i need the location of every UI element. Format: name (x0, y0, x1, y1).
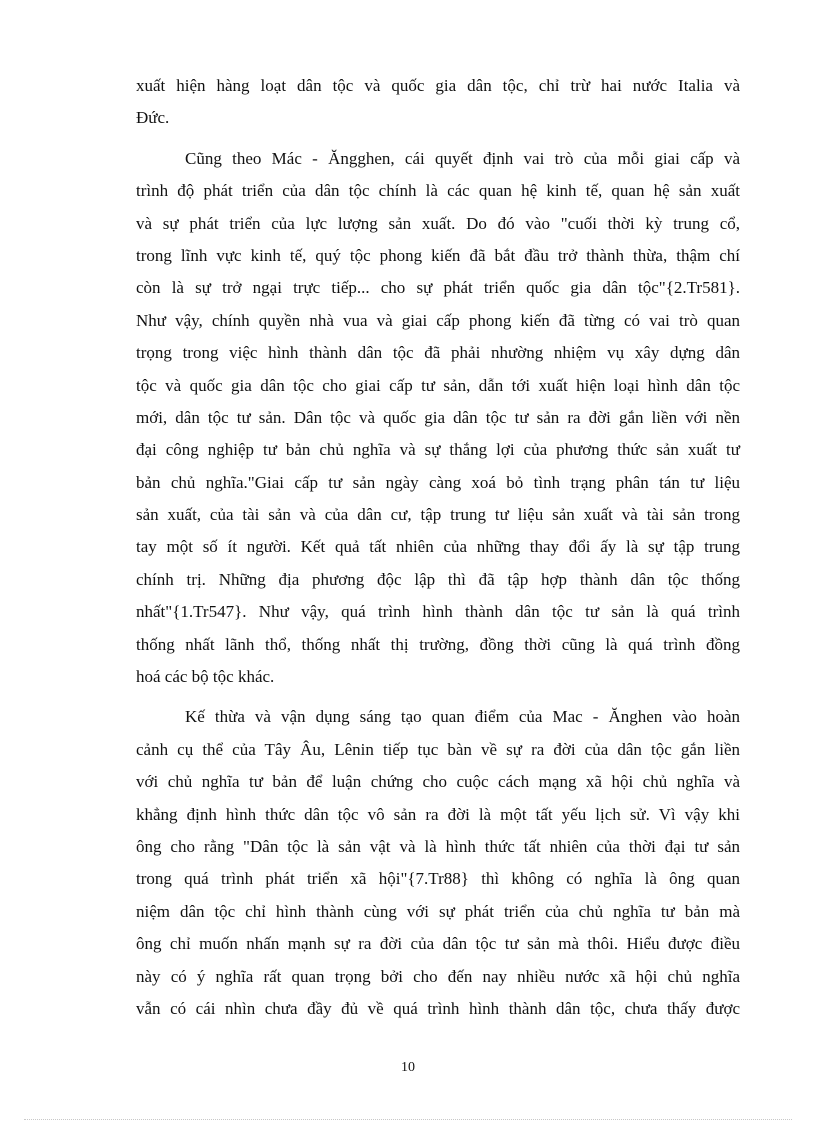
text-line: niệm dân tộc chỉ hình thành cùng với sự phát triển của chủ nghĩa tư bản mà (136, 901, 740, 921)
text-line: xuất hiện hàng loạt dân tộc và quốc gia dân tộc, chỉ trừ hai nước Italia và (136, 76, 740, 95)
text-line: với chủ nghĩa tư bản để luận chứng cho cuộc cách mạng xã hội chủ nghĩa và (136, 772, 740, 792)
text-line: sản xuất, của tài sản và của dân cư, tập trung tư liệu sản xuất và tài sản trong (136, 505, 740, 525)
text-line: này có ý nghĩa rất quan trọng bởi cho đến nay nhiều nước xã hội chủ nghĩa (136, 966, 740, 986)
paragraph-2 (136, 143, 740, 694)
text-line: trọng trong việc hình thành dân tộc đã phải nhường nhiệm vụ xây dựng dân (136, 343, 740, 363)
text-line: thống nhất lãnh thổ, thống nhất thị trường, đồng thời cũng là quá trình đồng (136, 634, 740, 654)
text-line: khẳng định hình thức dân tộc vô sản ra đời là một tất yếu lịch sử. Vì vậy khi (136, 804, 740, 824)
text-line: trong lĩnh vực kinh tế, quý tộc phong kiến đã bắt đầu trở thành thừa, thậm chí (136, 245, 740, 265)
page-number: 10 (401, 1060, 415, 1075)
paragraph-1 (136, 70, 740, 135)
text-line: ông cho rằng "Dân tộc là sản vật và là hình thức tất nhiên của thời đại tư sản (136, 836, 740, 856)
text-line: còn là sự trở ngại trực tiếp... cho sự phát triển quốc gia dân tộc"{2.Tr581}. (136, 278, 740, 298)
text-line: và sự phát triển của lực lượng sản xuất. Do đó vào "cuối thời kỳ trung cổ, (136, 213, 740, 233)
text-line: cảnh cụ thể của Tây Âu, Lênin tiếp tục bàn về sự ra đời của dân tộc gắn liền (136, 739, 740, 759)
text-line: đại công nghiệp tư bản chủ nghĩa và sự thắng lợi của phương thức sản xuất tư (136, 440, 740, 460)
text-line: bản chủ nghĩa."Giai cấp tư sản ngày càng xoá bỏ tình trạng phân tán tư liệu (136, 472, 740, 492)
text-line: Như vậy, chính quyền nhà vua và giai cấp phong kiến đã từng có vai trò quan (136, 310, 740, 330)
text-line: Kế thừa và vận dụng sáng tạo quan điểm của Mac - Ănghen vào hoàn (185, 707, 740, 727)
text-line: nhất"{1.Tr547}. Như vậy, quá trình hình thành dân tộc tư sản là quá trình (136, 602, 740, 622)
text-line: hoá các bộ tộc khác. (136, 667, 275, 687)
text-line: Đức. (136, 108, 170, 128)
text-line: ông chỉ muốn nhấn mạnh sự ra đời của dân tộc tư sản mà thôi. Hiểu được điều (136, 934, 740, 954)
text-line: mới, dân tộc tư sản. Dân tộc và quốc gia dân tộc tư sản ra đời gắn liền với nền (136, 407, 740, 427)
text-line: vẫn có cái nhìn chưa đầy đủ về quá trình hình thành dân tộc, chưa thấy được (136, 998, 740, 1018)
text-line: Cũng theo Mác - Ăngghen, cái quyết định vai trò của mỗi giai cấp và (185, 148, 740, 168)
page-bottom-divider (24, 1119, 792, 1120)
text-line: chính trị. Những địa phương độc lập thì đã tập hợp thành dân tộc thống (136, 569, 740, 589)
text-line: tay một số ít người. Kết quả tất nhiên của những thay đổi ấy là sự tập trung (136, 537, 740, 557)
page-body (136, 70, 740, 1033)
text-line: tộc và quốc gia dân tộc cho giai cấp tư sản, dẫn tới xuất hiện loại hình dân tộc (136, 375, 740, 395)
paragraph-3 (136, 701, 740, 1025)
text-line: trình độ phát triển của dân tộc chính là các quan hệ kinh tế, quan hệ sản xuất (136, 181, 740, 201)
text-line: trong quá trình phát triển xã hội"{7.Tr88} thì không có nghĩa là ông quan (136, 869, 740, 889)
